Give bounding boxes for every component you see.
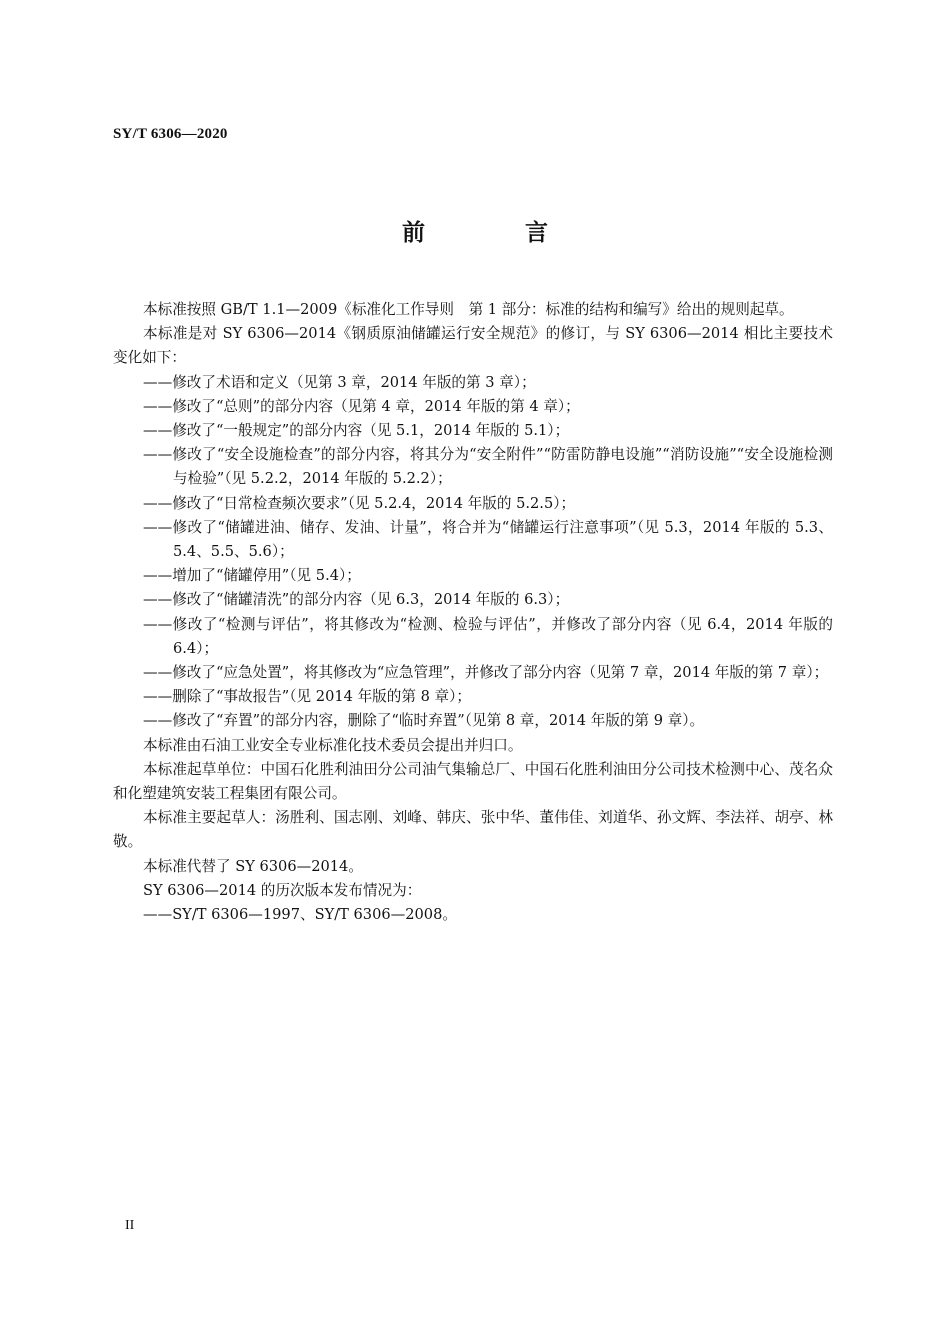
section-title: 前 言: [401, 219, 594, 246]
change-item: ——增加了“储罐停用”（见 5.4）；: [143, 567, 361, 585]
change-item: ——删除了“事故报告”（见 2014 年版的第 8 章）；: [143, 688, 471, 706]
change-item: ——修改了“检测与评估”，将其修改为“检测、检验与评估”，并修改了部分内容（见 6.4，2014 年版的 6.4）；: [143, 615, 833, 657]
change-item: ——修改了“总则”的部分内容（见第 4 章，2014 年版的第 4 章）；: [143, 397, 580, 415]
change-item: ——修改了“应急处置”，将其修改为“应急管理”，并修改了部分内容（见第 7 章，2014 年版的第 7 章）；: [143, 664, 829, 682]
foreword-body: [113, 298, 833, 927]
change-item: ——修改了“弃置”的部分内容，删除了“临时弃置”（见第 8 章，2014 年版的第 9 章）。: [143, 712, 705, 730]
paragraph-revision-intro: 本标准是对 SY 6306—2014《钢质原油储罐运行安全规范》的修订，与 SY 6306—2014 相比主要技术变化如下：: [113, 325, 833, 367]
document-code-header: SY/T 6306—2020: [113, 126, 228, 142]
paragraph-history-intro: SY 6306—2014 的历次版本发布情况为：: [143, 881, 422, 899]
change-item: ——修改了“储罐清洗”的部分内容（见 6.3，2014 年版的 6.3）；: [143, 591, 570, 609]
page-number: II: [125, 1218, 135, 1233]
change-item: ——修改了术语和定义（见第 3 章，2014 年版的第 3 章）；: [143, 373, 536, 391]
history-item: ——SY/T 6306—1997、SY/T 6306—2008。: [143, 906, 457, 924]
change-item: ——修改了“安全设施检查”的部分内容，将其分为“安全附件”“防雷防静电设施”“消防设施”“安全设施检测与检验”（见 5.2.2，2014 年版的 5.2.2）；: [143, 446, 833, 488]
change-item: ——修改了“日常检查频次要求”（见 5.2.4，2014 年版的 5.2.5）；: [143, 494, 576, 512]
paragraph-drafting-rules: 本标准按照 GB/T 1.1—2009《标准化工作导则 第 1 部分：标准的结构和编写》给出的规则起草。: [143, 301, 794, 318]
paragraph-drafting-units: 本标准起草单位：中国石化胜利油田分公司油气集输总厂、中国石化胜利油田分公司技术检测中心、茂名众和化塑建筑安装工程集团有限公司。: [113, 760, 833, 803]
paragraph-drafters: 本标准主要起草人：汤胜利、国志刚、刘峰、韩庆、张中华、董伟佳、刘道华、孙文辉、李法祥、胡亭、林敬。: [113, 809, 833, 851]
paragraph-replaces: 本标准代替了 SY 6306—2014。: [143, 857, 363, 875]
change-item: ——修改了“一般规定”的部分内容（见 5.1，2014 年版的 5.1）；: [143, 422, 570, 440]
paragraph-proposer: 本标准由石油工业安全专业标准化技术委员会提出并归口。: [143, 736, 523, 754]
change-item: ——修改了“储罐进油、储存、发油、计量”，将合并为“储罐运行注意事项”（见 5.3，2014 年版的 5.3、5.4、5.5、5.6）；: [143, 518, 833, 561]
